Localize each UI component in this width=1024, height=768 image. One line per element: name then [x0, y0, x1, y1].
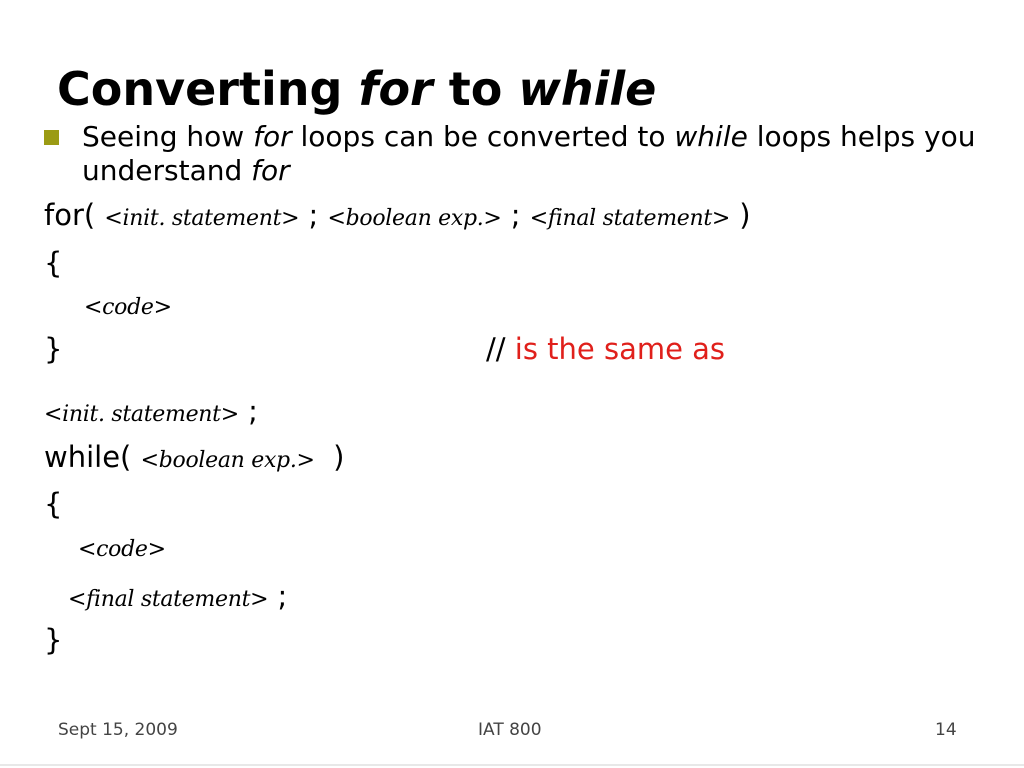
for-open-brace: {: [44, 246, 63, 280]
while-boolean-exp: <boolean exp.>: [140, 448, 315, 473]
for-boolean-exp: <boolean exp.>: [327, 206, 502, 231]
while-close-paren: ): [333, 440, 345, 474]
footer-date: Sept 15, 2009: [58, 720, 178, 740]
while-final-statement: <final statement>: [68, 587, 269, 612]
bullet-seg-2: for: [253, 120, 292, 153]
bullet-seg-4: while: [674, 120, 748, 153]
while-init-semicolon: ;: [248, 394, 258, 428]
while-init-statement: <init. statement>: [44, 402, 239, 427]
while-final-line: [68, 576, 287, 620]
while-keyword: while(: [44, 440, 132, 474]
for-code-placeholder: <code>: [84, 295, 172, 320]
for-init-statement: <init. statement>: [104, 206, 300, 231]
for-close-paren: ): [739, 198, 751, 232]
title-part-1: Converting: [57, 62, 359, 116]
bullet-seg-1: Seeing how: [82, 120, 254, 153]
footer-page-number: 14: [935, 720, 957, 740]
title-part-2: for: [358, 62, 433, 116]
for-semicolon-1: ;: [308, 198, 319, 232]
for-final-statement: <final statement>: [529, 206, 731, 231]
bottom-rule: [0, 764, 1024, 766]
while-code-placeholder: <code>: [78, 537, 166, 562]
for-semicolon-2: ;: [510, 198, 521, 232]
while-line: [44, 437, 344, 481]
slide-title: [57, 58, 656, 120]
comment-line: [486, 329, 725, 369]
bullet-seg-3: loops can be converted to: [291, 120, 675, 153]
while-init-line: [44, 391, 258, 435]
for-line: [44, 195, 751, 239]
title-part-3: to: [432, 62, 519, 116]
for-close-brace: }: [44, 332, 63, 366]
for-keyword: for(: [44, 198, 96, 232]
footer-course: IAT 800: [478, 720, 542, 740]
bullet-seg-5: loops helps you understand: [82, 120, 976, 187]
square-bullet-icon: [44, 130, 59, 145]
while-close-brace: }: [44, 623, 63, 657]
comment-text: is the same as: [514, 332, 726, 366]
bullet-text: [82, 120, 1002, 188]
bullet-seg-6: for: [251, 154, 290, 187]
comment-slashes: //: [486, 332, 506, 366]
while-final-semicolon: ;: [277, 579, 288, 613]
title-part-4: while: [518, 62, 657, 116]
while-open-brace: {: [44, 487, 63, 521]
